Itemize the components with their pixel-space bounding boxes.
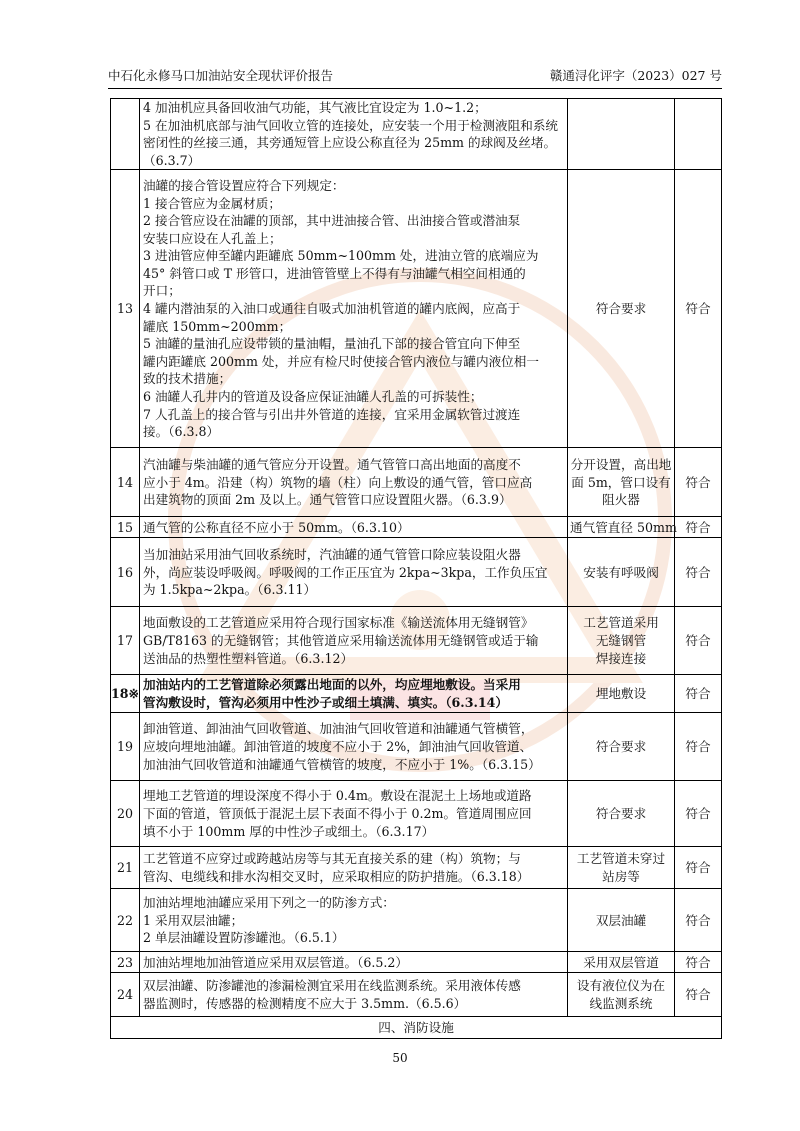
table-row — [111, 973, 722, 1017]
status-cell — [568, 448, 675, 517]
result-cell: 符合 — [675, 538, 722, 607]
result-cell: 符合 — [675, 517, 722, 538]
status-cell — [568, 889, 675, 952]
requirement-line: 通气管的公称直径不应小于 50mm。（6.3.10） — [143, 519, 410, 535]
requirement-cell — [140, 99, 568, 170]
requirement-line: 应小于 4m。沿建（构）筑物的墙（柱）向上敷设的通气管，管口应高 — [143, 474, 533, 490]
requirement-cell — [140, 952, 568, 973]
item-number: 19 — [111, 713, 140, 781]
status-cell — [568, 517, 675, 538]
status-cell — [568, 607, 675, 675]
status-cell — [568, 781, 675, 847]
report-number: 赣通浔化评字（2023）027 号 — [549, 68, 722, 83]
requirement-line: 4 加油机应具备回收油气功能，其气液比宜设定为 1.0~1.2； — [143, 100, 487, 115]
page-header — [108, 66, 722, 86]
requirement-line: 3 进油管应伸至罐内距罐底 50mm~100mm 处，进油立管的底端应为 — [143, 248, 539, 264]
status-cell — [568, 713, 675, 781]
requirement-line: 罐内距罐底 200mm 处，并应有检尺时使接合管内液位与罐内液位相一 — [143, 353, 539, 369]
status-line: 面 5m，管口设有 — [571, 474, 671, 490]
requirement-cell — [140, 847, 568, 889]
requirement-line: 2 单层油罐设置防渗罐池。（6.5.1） — [143, 930, 345, 946]
item-number: 20 — [111, 781, 140, 847]
status-line: 分开设置，高出地 — [570, 456, 672, 472]
requirement-cell — [140, 675, 568, 713]
requirement-line: 埋地工艺管道的埋设深度不得小于 0.4m。敷设在混泥土上场地或道路 — [143, 788, 532, 804]
result-cell: 符合 — [675, 952, 722, 973]
table-row — [111, 713, 722, 781]
status-cell — [568, 675, 675, 713]
item-number: 24 — [111, 973, 140, 1017]
result-cell: 符合 — [675, 713, 722, 781]
evaluation-table-body — [111, 99, 722, 1039]
requirement-line: 送油品的热塑性塑料管道。（6.3.12） — [143, 650, 354, 666]
requirement-line: 1 接合管应为金属材质； — [143, 195, 281, 211]
requirement-line: 安装口应设在人孔盖上； — [143, 230, 282, 246]
requirement-line: 为 1.5kpa~2kpa。（6.3.11） — [143, 582, 317, 598]
status-cell — [568, 973, 675, 1017]
requirement-cell — [140, 607, 568, 675]
requirement-line: 加油站埋地加油管道应采用双层管道。（6.5.2） — [143, 954, 409, 970]
requirement-line: 当加油站采用油气回收系统时，汽油罐的通气管管口除应装设阻火器 — [143, 546, 521, 562]
requirement-line: 7 人孔盖上的接合管与引出井外管道的连接，宜采用金属软管过渡连 — [143, 406, 521, 422]
status-line: 双层油罐 — [595, 912, 647, 928]
requirement-line: 加油站内的工艺管道除必须露出地面的以外，均应埋地敷设。当采用 — [143, 677, 521, 693]
table-row — [111, 170, 722, 448]
table-row — [111, 99, 722, 170]
result-cell: 符合 — [675, 448, 722, 517]
section-title: 四、消防设施 — [111, 1017, 722, 1039]
result-cell: 符合 — [675, 675, 722, 713]
requirement-line: 双层油罐、防渗罐池的渗漏检测宜采用在线监测系统。采用液体传感 — [143, 978, 521, 994]
status-cell — [568, 170, 675, 448]
table-row — [111, 781, 722, 847]
item-number: 14 — [111, 448, 140, 517]
requirement-line: 开口； — [143, 283, 181, 299]
requirement-line: 罐底 150mm~200mm； — [143, 318, 292, 334]
requirement-line: 密闭性的丝接三通，其旁通短管上应设公称直径为 25mm 的球阀及丝堵。 — [143, 135, 557, 151]
status-line: 线监测系统 — [589, 995, 653, 1011]
status-cell — [568, 952, 675, 973]
requirement-cell — [140, 448, 568, 517]
requirement-line: （6.3.7） — [143, 152, 201, 168]
status-cell — [568, 847, 675, 889]
table-row — [111, 675, 722, 713]
requirement-line: 出建筑物的顶面 2m 及以上。通气管管口应设置阻火器。（6.3.9） — [143, 492, 512, 508]
requirement-line: 工艺管道不应穿过或跨越站房等与其无直接关系的建（构）筑物；与 — [143, 851, 521, 867]
section-row — [111, 1017, 722, 1039]
requirement-cell — [140, 538, 568, 607]
item-number: 17 — [111, 607, 140, 675]
requirement-cell — [140, 517, 568, 538]
item-number: 18※ — [111, 675, 140, 713]
table-row — [111, 847, 722, 889]
status-line: 符合要求 — [595, 806, 647, 822]
requirement-line: 5 在加油机底部与油气回收立管的连接处，应安装一个用于检测液阻和系统 — [143, 117, 559, 133]
status-line: 无缝钢管 — [595, 633, 647, 649]
requirement-line: 填不小于 100mm 厚的中性沙子或细土。（6.3.17） — [143, 823, 435, 839]
item-number: 23 — [111, 952, 140, 973]
requirement-cell — [140, 781, 568, 847]
result-cell: 符合 — [675, 781, 722, 847]
status-line: 埋地敷设 — [595, 686, 647, 702]
page-number: 50 — [392, 1051, 408, 1065]
item-number: 13 — [111, 170, 140, 448]
table-row — [111, 607, 722, 675]
requirement-line: 加油站埋地油罐应采用下列之一的防渗方式： — [143, 894, 395, 910]
requirement-line: 应坡向埋地油罐。卸油管道的坡度不应小于 2%，卸油油气回收管道、 — [143, 739, 533, 755]
requirement-line: 地面敷设的工艺管道应采用符合现行国家标准《输送流体用无缝钢管》 — [143, 615, 534, 631]
header-rule — [108, 88, 722, 89]
status-line: 工艺管道未穿过 — [576, 851, 666, 867]
requirement-line: 2 接合管应设在油罐的顶部，其中进油接合管、出油接合管或潜油泵 — [143, 213, 521, 229]
requirement-line: 外，尚应装设呼吸阀。呼吸阀的工作正压宜为 2kpa~3kpa，工作负压宜 — [143, 564, 548, 580]
item-number: 15 — [111, 517, 140, 538]
result-cell: 符合 — [675, 889, 722, 952]
table-row — [111, 448, 722, 517]
status-cell — [568, 538, 675, 607]
requirement-line: 5 油罐的量油孔应设带锁的量油帽，量油孔下部的接合管宜向下伸至 — [143, 336, 521, 352]
table-row — [111, 952, 722, 973]
status-line: 符合要求 — [595, 301, 647, 317]
result-cell — [675, 99, 722, 170]
status-cell — [568, 99, 675, 170]
requirement-line: 汽油罐与柴油罐的通气管应分开设置。通气管管口高出地面的高度不 — [143, 456, 521, 472]
item-number: 22 — [111, 889, 140, 952]
item-number: 21 — [111, 847, 140, 889]
status-line: 通气管直径 50mm — [570, 519, 677, 535]
requirement-line: 加油油气回收管道和油罐通气管横管的坡度，不应小于 1%。（6.3.15） — [143, 756, 541, 772]
status-line: 设有液位仪为在 — [576, 978, 666, 994]
result-cell: 符合 — [675, 973, 722, 1017]
table-row — [111, 889, 722, 952]
requirement-line: 管沟敷设时，管沟必须用中性沙子或细土填满、填实。（6.3.14） — [143, 694, 508, 710]
requirement-cell — [140, 889, 568, 952]
result-cell: 符合 — [675, 847, 722, 889]
requirement-cell — [140, 713, 568, 781]
evaluation-table — [110, 98, 722, 1039]
requirement-line: 4 罐内潜油泵的入油口或通往自吸式加油机管道的罐内底阀，应高于 — [143, 301, 521, 317]
requirement-line: 油罐的接合管设置应符合下列规定： — [143, 177, 345, 193]
item-number — [111, 99, 140, 170]
report-title: 中石化永修马口加油站安全现状评价报告 — [108, 68, 334, 83]
requirement-line: 卸油管道、卸油油气回收管道、加油油气回收管道和油罐通气管横管， — [143, 721, 534, 737]
status-line: 安装有呼吸阀 — [583, 564, 659, 580]
requirement-cell — [140, 973, 568, 1017]
requirement-line: 管沟、电缆线和排水沟相交叉时，应采取相应的防护措施。（6.3.18） — [143, 868, 530, 884]
status-line: 阻火器 — [602, 492, 640, 508]
requirement-cell — [140, 170, 568, 448]
requirement-line: GB/T8163 的无缝钢管；其他管道应采用输送流体用无缝钢管或适于输 — [143, 633, 539, 649]
status-line: 站房等 — [602, 868, 640, 884]
requirement-line: 致的技术措施； — [143, 371, 232, 387]
result-cell: 符合 — [675, 607, 722, 675]
requirement-line: 器监测时，传感器的检测精度不应大于 3.5mm.（6.5.6） — [143, 995, 467, 1011]
result-cell: 符合 — [675, 170, 722, 448]
requirement-line: 1 采用双层油罐； — [143, 912, 244, 928]
table-row — [111, 538, 722, 607]
requirement-line: 下面的管道，管顶低于混泥土层下表面不得小于 0.2m。管道周围应回 — [143, 806, 532, 822]
requirement-line: 6 油罐人孔井内的管道及设备应保证油罐人孔盖的可拆装性； — [143, 389, 483, 405]
requirement-line: 45° 斜管口或 T 形管口，进油管管壁上不得有与油罐气相空间相通的 — [143, 265, 526, 281]
table-row — [111, 517, 722, 538]
status-line: 采用双层管道 — [583, 954, 659, 970]
item-number: 16 — [111, 538, 140, 607]
status-line: 工艺管道采用 — [583, 615, 659, 631]
requirement-line: 接。（6.3.8） — [143, 424, 220, 440]
status-line: 焊接连接 — [595, 650, 647, 666]
status-line: 符合要求 — [595, 739, 647, 755]
